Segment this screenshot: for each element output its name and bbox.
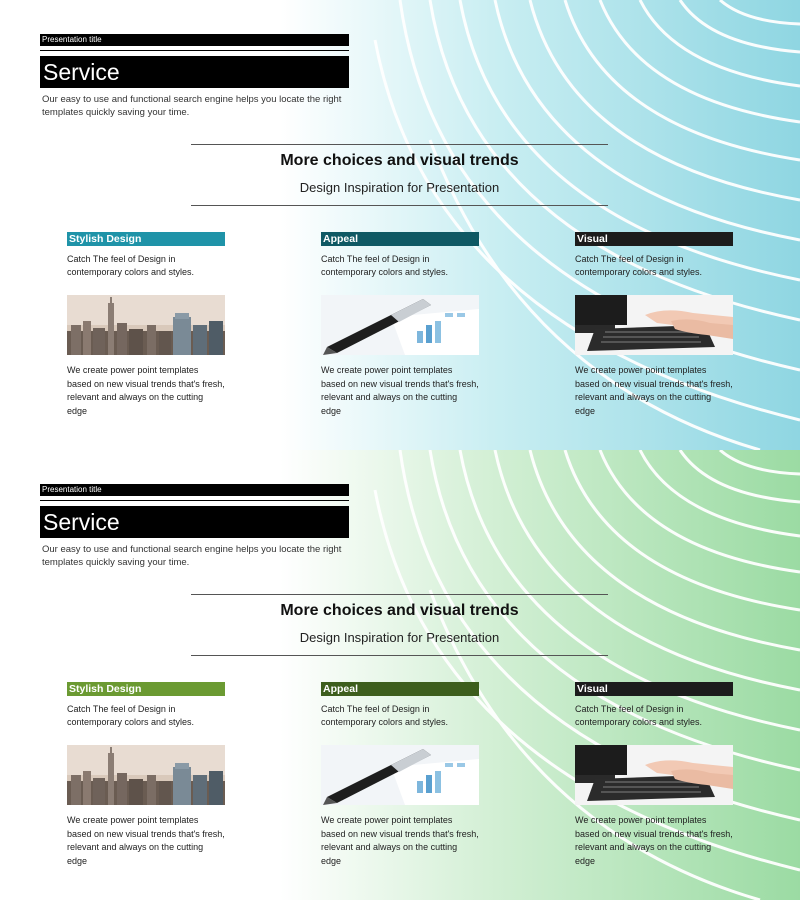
column-text: Catch The feel of Design in contemporary colors and styles. — [575, 704, 703, 727]
column-description: We create power point templates based on new visual trends that's fresh, relevant and always on the cutting edge — [67, 815, 225, 866]
column-visual — [575, 682, 733, 868]
sub-heading: Design Inspiration for Presentation — [299, 630, 500, 645]
column-description: We create power point templates based on new visual trends that's fresh, relevant and always on the cutting edge — [575, 365, 733, 416]
title-divider — [40, 500, 349, 501]
column-text: Catch The feel of Design in contemporary colors and styles. — [575, 254, 703, 277]
intro-text: Our easy to use and functional search engine helps you locate the right templates quickly saving your time. — [42, 94, 342, 118]
main-heading: More choices and visual trends — [280, 602, 519, 619]
intro-text: Our easy to use and functional search engine helps you locate the right templates quickly saving your time. — [42, 544, 342, 568]
column-appeal — [321, 682, 479, 868]
column-title: Appeal — [321, 232, 479, 246]
service-heading: Service — [40, 56, 349, 88]
slide-green — [0, 450, 800, 900]
column-description: We create power point templates based on new visual trends that's fresh, relevant and always on the cutting edge — [575, 815, 733, 866]
title-divider — [40, 50, 349, 51]
column-description: We create power point templates based on new visual trends that's fresh, relevant and always on the cutting edge — [321, 815, 479, 866]
column-text: Catch The feel of Design in contemporary colors and styles. — [321, 704, 449, 727]
presentation-title: Presentation title — [40, 34, 349, 46]
main-heading: More choices and visual trends — [280, 152, 519, 169]
column-stylish-design — [67, 232, 225, 418]
heading-rule-top — [191, 144, 608, 145]
presentation-title: Presentation title — [40, 484, 349, 496]
column-text: Catch The feel of Design in contemporary colors and styles. — [321, 254, 449, 277]
heading-rule-bottom — [191, 655, 608, 656]
column-description: We create power point templates based on new visual trends that's fresh, relevant and always on the cutting edge — [67, 365, 225, 416]
column-stylish-design — [67, 682, 225, 868]
typing-keyboard-image — [575, 745, 733, 805]
column-text: Catch The feel of Design in contemporary colors and styles. — [67, 704, 195, 727]
column-appeal — [321, 232, 479, 418]
pen-on-chart-image — [321, 295, 479, 355]
service-heading: Service — [40, 506, 349, 538]
column-title: Appeal — [321, 682, 479, 696]
heading-rule-bottom — [191, 205, 608, 206]
heading-rule-top — [191, 594, 608, 595]
column-title: Visual — [575, 232, 733, 246]
column-title: Stylish Design — [67, 682, 225, 696]
column-title: Visual — [575, 682, 733, 696]
column-visual — [575, 232, 733, 418]
city-skyline-image — [67, 295, 225, 355]
sub-heading: Design Inspiration for Presentation — [299, 180, 500, 195]
column-text: Catch The feel of Design in contemporary colors and styles. — [67, 254, 195, 277]
column-description: We create power point templates based on new visual trends that's fresh, relevant and always on the cutting edge — [321, 365, 479, 416]
city-skyline-image — [67, 745, 225, 805]
pen-on-chart-image — [321, 745, 479, 805]
typing-keyboard-image — [575, 295, 733, 355]
column-title: Stylish Design — [67, 232, 225, 246]
